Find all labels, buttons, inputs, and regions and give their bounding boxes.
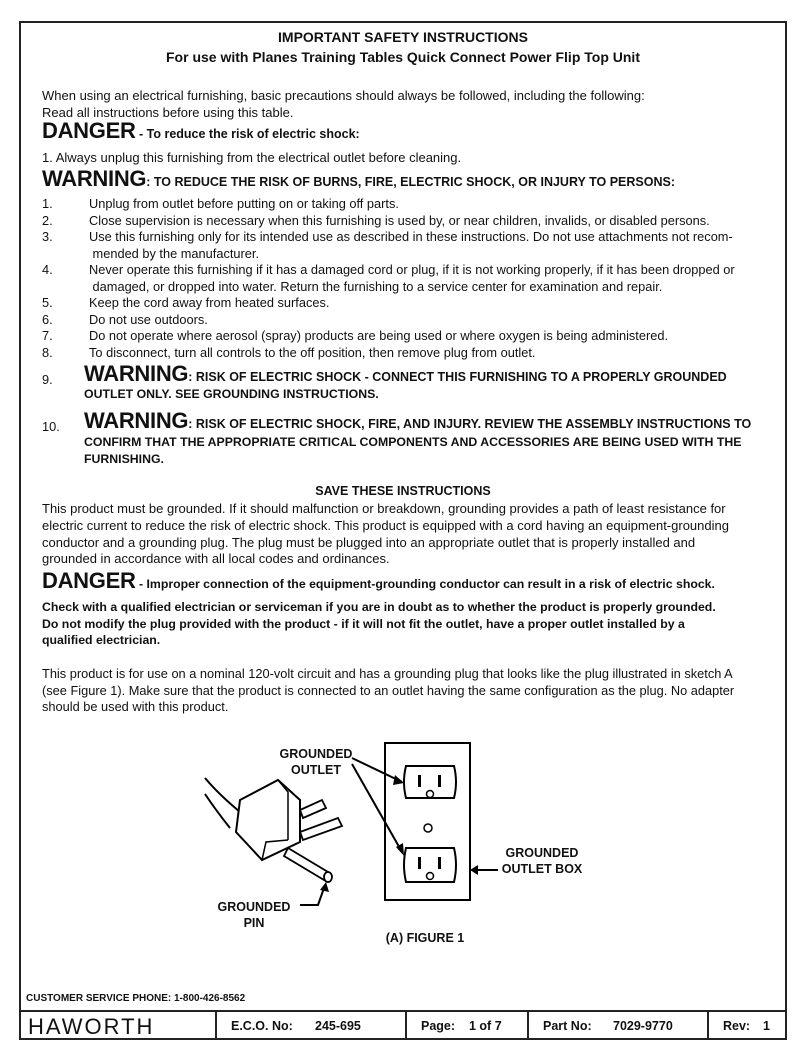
eco-cell [215, 1012, 405, 1040]
item-text: Use this furnishing only for its intended use as described in these instructions. Do not use attachments not recom- [89, 229, 733, 244]
item-number: 6. [42, 311, 53, 327]
intro-line-1: When using an electrical furnishing, basic precautions should always be followed, including the following: [42, 88, 645, 103]
footer-bar [19, 1010, 787, 1040]
item-number: 4. [42, 262, 53, 277]
danger-heading-2: DANGER - Improper connection of the equipment-grounding conductor can result in a risk of electric shock. [42, 568, 715, 593]
warning-9-line-2: OUTLET ONLY. SEE GROUNDING INSTRUCTIONS. [84, 387, 379, 401]
danger-2-word: DANGER [42, 568, 136, 593]
danger-text-1: 1. Always unplug this furnishing from the electrical outlet before cleaning. [42, 150, 462, 165]
item-text: Do not operate where aerosol (spray) products are being used or where oxygen is being administered. [89, 328, 669, 343]
danger-2-line-3: Do not modify the plug provided with the product - if it will not fit the outlet, have a proper outlet installed by a [42, 617, 685, 631]
warning-10-line-1: WARNING: RISK OF ELECTRIC SHOCK, FIRE, AND INJURY. REVIEW THE ASSEMBLY INSTRUCTIONS TO [84, 408, 752, 433]
save-line-3: conductor and a grounding plug. The plug must be plugged into an appropriate outlet that is properly installed and [42, 535, 696, 550]
danger-2-line-2: Check with a qualified electrician or serviceman if you are in doubt as to whether the product is properly grounded. [42, 600, 716, 614]
item-text: Close supervision is necessary when this furnishing is used by, or near children, invalids, or disabled persons. [89, 212, 710, 228]
page-value: 1 of 7 [469, 1019, 502, 1033]
item-text: Do not use outdoors. [89, 311, 208, 327]
item-text: To disconnect, turn all controls to the off position, then remove plug from outlet. [89, 344, 536, 360]
figure-caption: (A) FIGURE 1 [385, 931, 465, 945]
danger-word: DANGER [42, 118, 136, 143]
item-number: 1. [42, 196, 53, 211]
item-number: 5. [42, 295, 53, 310]
item-text: mended by the manufacturer. [89, 245, 260, 261]
haworth-logo: HAWORTH [28, 1014, 155, 1039]
grounded-pin-label: GROUNDED PIN [217, 900, 291, 930]
page-title: IMPORTANT SAFETY INSTRUCTIONS [278, 29, 528, 45]
warning-10-number: 10. [42, 419, 60, 434]
rev-label: Rev: [723, 1019, 751, 1033]
warning-9-line-1: WARNING: RISK OF ELECTRIC SHOCK - CONNECT THIS FURNISHING TO A PROPERLY GROUNDED [84, 361, 727, 386]
part-label: Part No: [543, 1019, 592, 1033]
warning-10-line-2: CONFIRM THAT THE APPROPRIATE CRITICAL COMPONENTS AND ACCESSORIES ARE BEING USED WITH THE [84, 435, 742, 449]
part-cell [527, 1012, 707, 1040]
rev-cell [707, 1012, 785, 1040]
warning-word: WARNING [42, 166, 147, 191]
item-number: 2. [42, 212, 53, 228]
warning-9-number: 9. [42, 372, 53, 387]
item-number: 3. [42, 229, 53, 244]
circuit-line-1: This product is for use on a nominal 120-volt circuit and has a grounding plug that looks like the plug illustrated in sketch A [42, 666, 733, 681]
warning-subtitle: : TO REDUCE THE RISK OF BURNS, FIRE, ELECTRIC SHOCK, OR INJURY TO PERSONS: [146, 175, 675, 189]
grounded-outlet-label: GROUNDED OUTLET [279, 747, 353, 777]
page-label: Page: [421, 1019, 456, 1033]
eco-value: 245-695 [315, 1019, 361, 1033]
page-subtitle: For use with Planes Training Tables Quick Connect Power Flip Top Unit [166, 49, 640, 65]
intro-line-2: Read all instructions before using this table. [42, 105, 294, 120]
item-number: 8. [42, 344, 53, 360]
plug-body [236, 780, 300, 860]
circuit-line-2: (see Figure 1). Make sure that the product is connected to an outlet having the same configuration as the plug. No adapter [42, 683, 735, 698]
warning-9-word: WARNING [84, 361, 189, 386]
eco-label: E.C.O. No: [231, 1019, 293, 1033]
save-line-2: electric current to reduce the risk of electric shock. This product is equipped with a cord having an equipment-grounding [42, 518, 729, 533]
rev-value: 1 [763, 1019, 770, 1033]
item-text: damaged, or dropped into water. Return the furnishing to a service center for examination and repair. [89, 278, 663, 294]
page-cell [405, 1012, 527, 1040]
item-number: 7. [42, 328, 53, 343]
item-text: Keep the cord away from heated surfaces. [89, 295, 330, 310]
grounded-outlet-box-label: GROUNDED OUTLET BOX [501, 846, 583, 876]
danger-2-line-4: qualified electrician. [42, 633, 161, 647]
item-text: Never operate this furnishing if it has a damaged cord or plug, if it is not working properly, if it has been dropped or [89, 262, 735, 277]
customer-service-phone: CUSTOMER SERVICE PHONE: 1-800-426-8562 [26, 993, 246, 1004]
item-text: Unplug from outlet before putting on or taking off parts. [89, 196, 399, 211]
warning-10-line-3: FURNISHING. [84, 452, 164, 466]
part-value: 7029-9770 [613, 1019, 673, 1033]
warning-10-word: WARNING [84, 408, 189, 433]
save-line-4: grounded in accordance with all local codes and ordinances. [42, 551, 390, 566]
danger-subtitle: - To reduce the risk of electric shock: [135, 127, 360, 141]
save-line-1: This product must be grounded. If it should malfunction or breakdown, grounding provides a path of least resistance for [42, 501, 726, 516]
save-heading: SAVE THESE INSTRUCTIONS [315, 484, 491, 498]
circuit-line-3: should be used with this product. [42, 699, 229, 714]
